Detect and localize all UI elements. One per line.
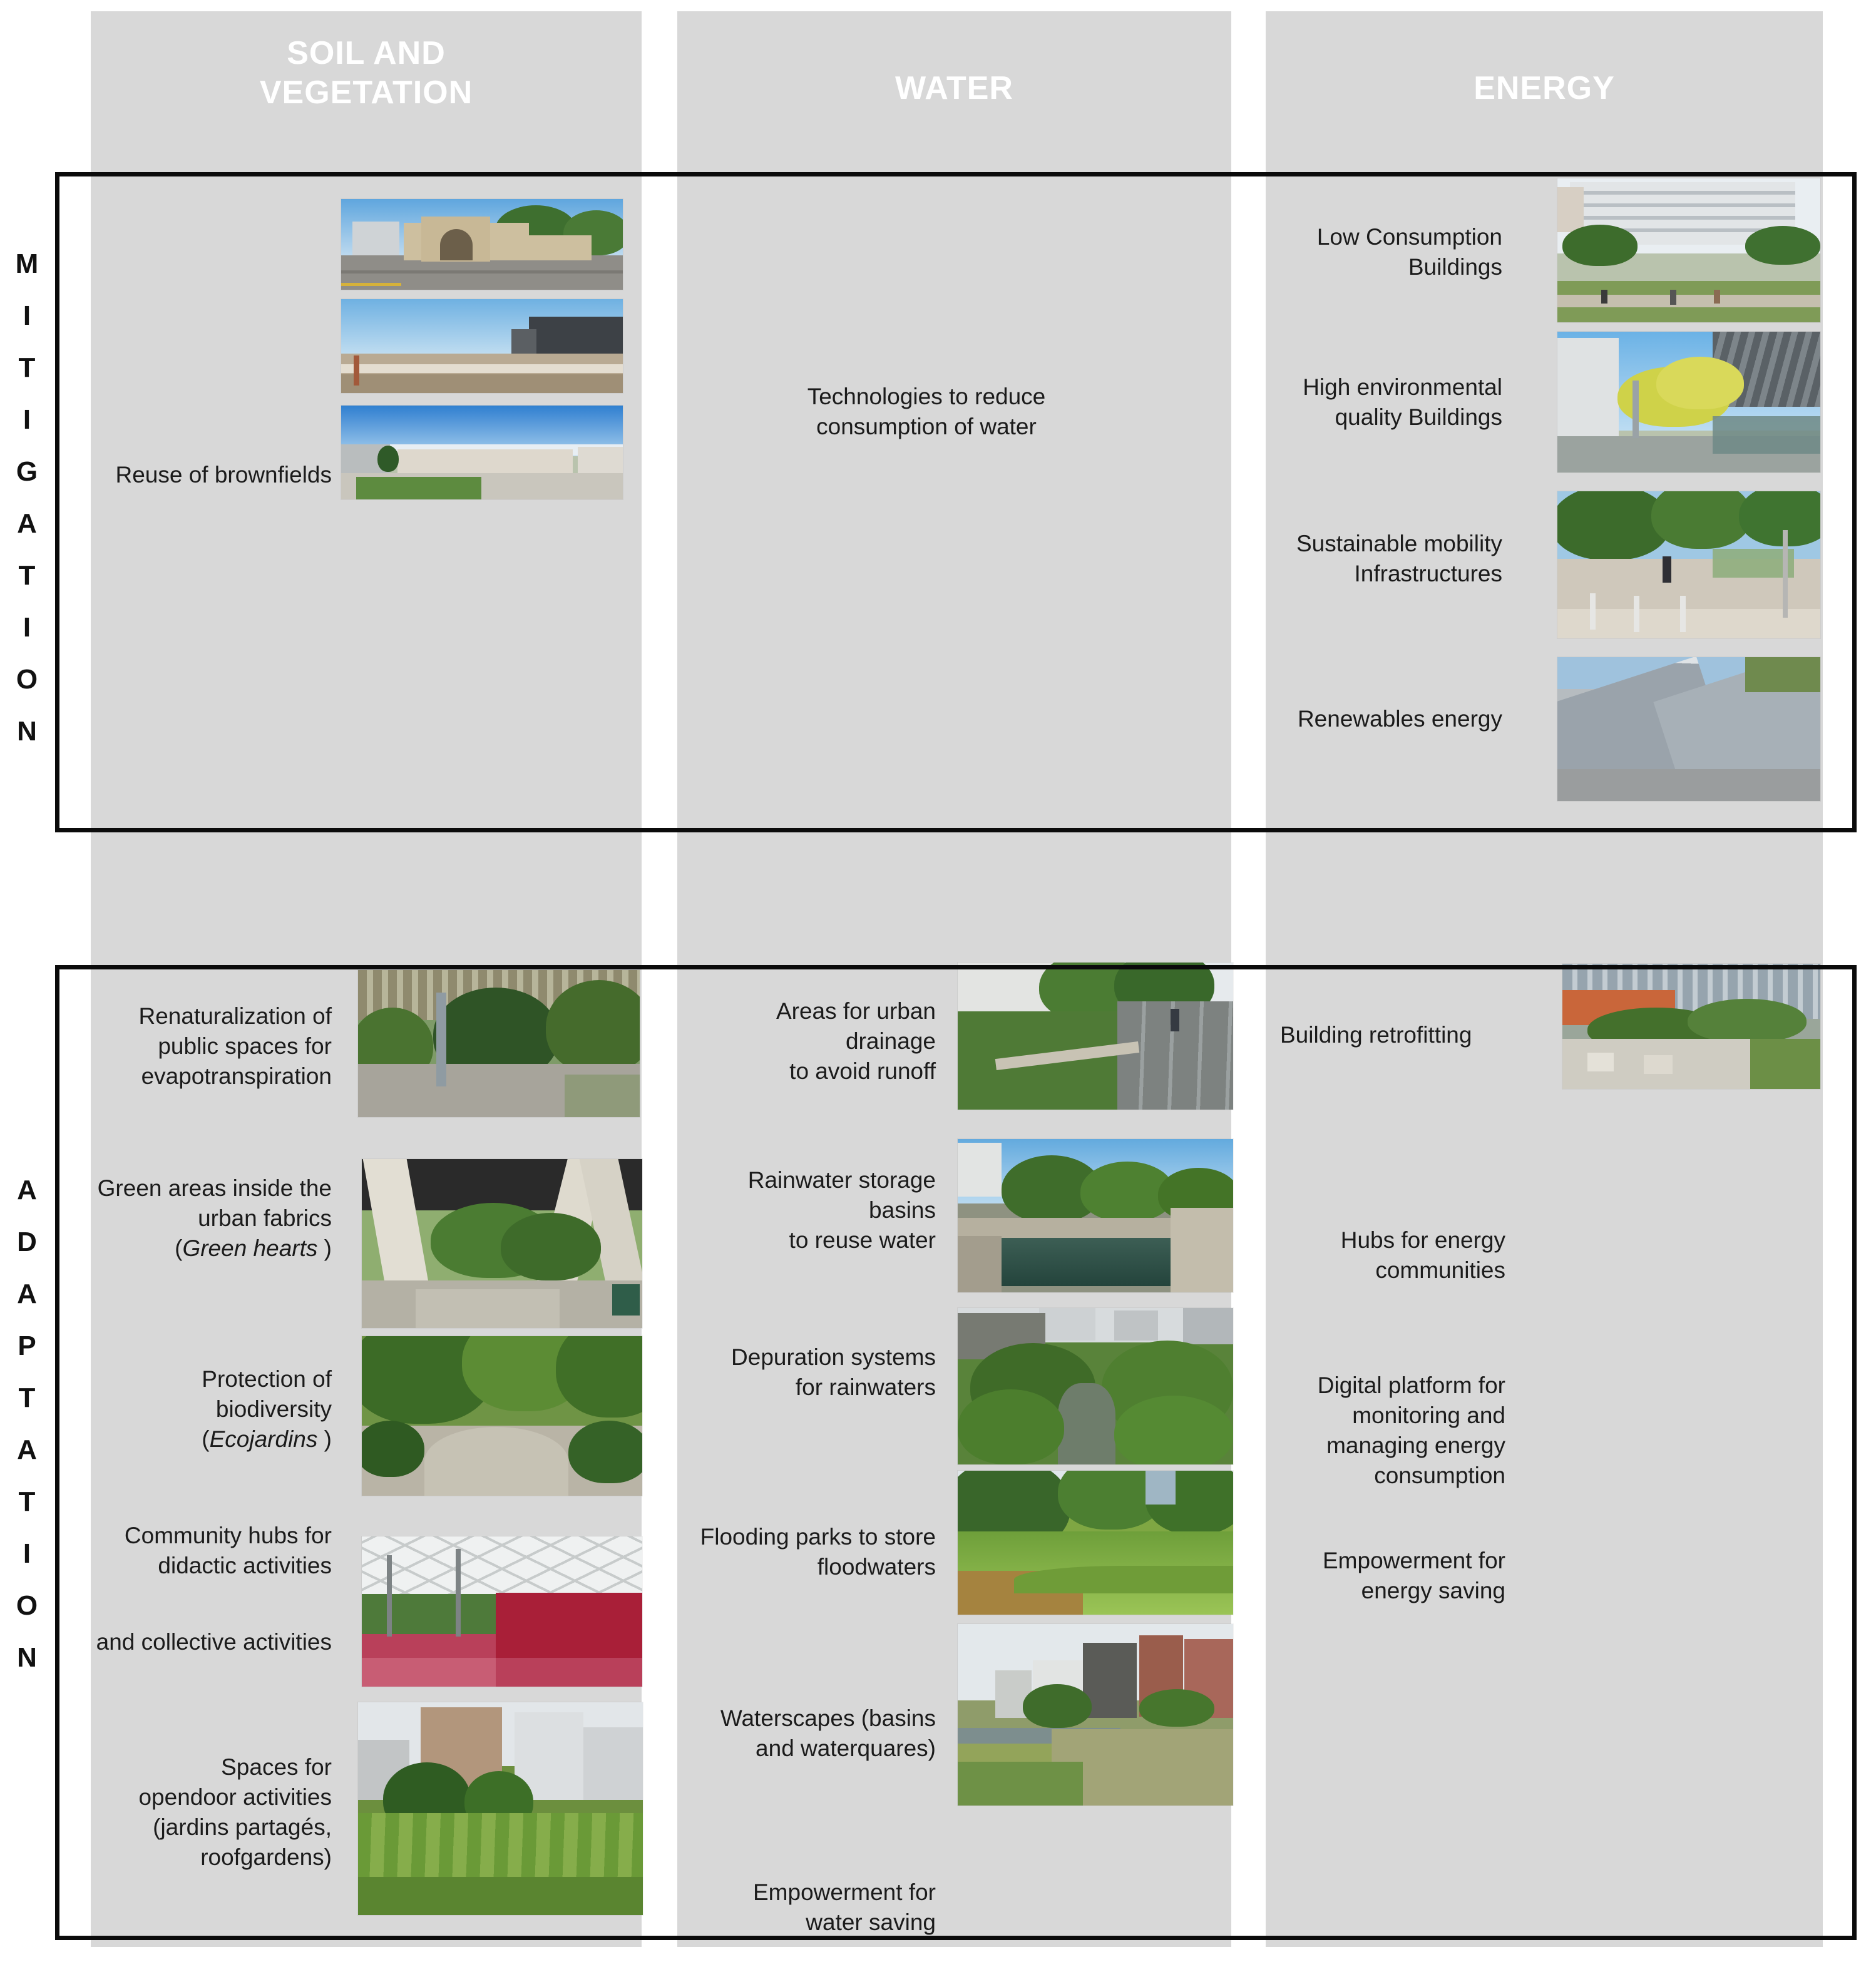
- column-header-energy-label: ENERGY: [1474, 70, 1615, 106]
- cell-item-line: Empowerment for: [1323, 1548, 1505, 1573]
- row-label-letter: I: [23, 404, 31, 435]
- row-label-letter: T: [18, 352, 36, 383]
- cell-item-line: Areas for urban: [776, 998, 936, 1024]
- cell-item-line: Spaces for: [221, 1754, 332, 1780]
- row-label-mitigation: [0, 250, 54, 770]
- cell-item-line: (jardins partagés,: [153, 1814, 332, 1841]
- spacer-strip-energy: [1266, 833, 1823, 958]
- column-header-water: [677, 11, 1231, 161]
- cell-item-line: quality Buildings: [1335, 404, 1502, 431]
- header-line-2: VEGETATION: [259, 74, 473, 111]
- row-label-letter: A: [17, 1279, 37, 1309]
- row-label-letter: T: [18, 1486, 36, 1517]
- row-outline-mitigation: [55, 172, 1857, 832]
- row-label-letter: T: [18, 1382, 36, 1413]
- row-outline-adaptation: [55, 965, 1857, 1940]
- cell-item-line: Hubs for energy: [1340, 1227, 1505, 1253]
- cell-item-label: Renewables energy: [1297, 706, 1502, 732]
- cell-item-line: consumption of water: [816, 414, 1037, 440]
- cell-item-label: Building retrofitting: [1280, 1022, 1472, 1048]
- cell-item-line: didactic activities: [158, 1553, 332, 1579]
- row-label-letter: I: [23, 1538, 31, 1569]
- row-label-letter: N: [17, 1642, 37, 1673]
- cell-item-line: urban fabrics: [198, 1205, 332, 1232]
- cell-item-line: energy saving: [1361, 1578, 1505, 1604]
- row-label-adaptation: [0, 1177, 54, 1696]
- cell-item-line: consumption: [1374, 1463, 1505, 1489]
- header-line-1: SOIL AND: [287, 35, 446, 71]
- cell-item-line: opendoor activities: [138, 1784, 332, 1811]
- cell-item-line: and waterquares): [756, 1735, 936, 1762]
- row-label-letter: P: [18, 1331, 36, 1361]
- cell-item-line: Depuration systems: [731, 1344, 936, 1370]
- cell-item-label: and collective activities: [96, 1629, 332, 1655]
- cell-item-line: monitoring and: [1352, 1403, 1505, 1429]
- cell-item-line: Digital platform for: [1317, 1372, 1505, 1398]
- cell-item-line: Infrastructures: [1354, 561, 1502, 587]
- cell-item-line: High environmental: [1303, 374, 1502, 400]
- row-label-letter: T: [18, 560, 36, 591]
- row-label-letter: O: [16, 664, 38, 695]
- cell-item-line: biodiversity: [215, 1396, 332, 1423]
- column-header-water-label: WATER: [895, 70, 1013, 106]
- row-label-letter: D: [17, 1227, 37, 1257]
- cell-item-line: to reuse water: [789, 1227, 936, 1254]
- row-label-letter: M: [15, 248, 39, 279]
- cell-item-line: Low Consumption: [1316, 224, 1502, 250]
- cell-item-line: for rainwaters: [795, 1374, 936, 1401]
- cell-item-line: Waterscapes (basins: [720, 1705, 936, 1731]
- row-label-letter: A: [17, 508, 37, 539]
- row-label-letter: I: [23, 612, 31, 643]
- cell-item-line-italic: (Ecojardins ): [202, 1426, 332, 1453]
- cell-item-line: managing energy: [1326, 1433, 1505, 1459]
- cell-item-line: Renaturalization of: [138, 1003, 332, 1029]
- cell-item-italic-term: Green hearts: [182, 1235, 318, 1262]
- cell-item-line: Buildings: [1408, 254, 1502, 280]
- spacer-strip-water: [677, 833, 1231, 958]
- cell-item-line: Empowerment for: [753, 1879, 936, 1905]
- cell-item-line: floodwaters: [817, 1554, 936, 1580]
- cell-item-line: Protection of: [202, 1366, 332, 1392]
- row-label-letter: A: [17, 1434, 37, 1465]
- spacer-strip-soil: [91, 833, 642, 958]
- cell-item-line: to avoid runoff: [789, 1058, 936, 1085]
- column-header-soil-vegetation: [91, 11, 642, 161]
- cell-item-line: communities: [1375, 1257, 1505, 1284]
- column-header-energy: [1266, 11, 1823, 161]
- cell-item-line: Community hubs for: [124, 1523, 332, 1548]
- column-header-soil-vegetation-label: [91, 34, 642, 113]
- row-label-letter: I: [23, 300, 31, 331]
- cell-item-line: evapotranspiration: [141, 1063, 332, 1090]
- cell-item-italic-term: Ecojardins: [209, 1426, 318, 1453]
- cell-item-line: drainage: [845, 1028, 936, 1055]
- cell-item-line: Flooding parks to store: [700, 1524, 936, 1550]
- row-label-letter: N: [17, 716, 37, 747]
- cell-item-line: Technologies to reduce: [807, 384, 1046, 409]
- cell-item-line: basins: [869, 1197, 936, 1224]
- cell-item-line: water saving: [806, 1909, 936, 1936]
- cell-item-line: Sustainable mobility: [1296, 531, 1502, 556]
- cell-item-line: roofgardens): [200, 1844, 332, 1871]
- row-label-letter: G: [16, 456, 38, 487]
- cell-item-line: Rainwater storage: [747, 1167, 936, 1193]
- cell-item-label: Reuse of brownfields: [115, 462, 332, 488]
- cell-item-line-italic: (Green hearts ): [175, 1235, 332, 1262]
- cell-item-line: Green areas inside the: [97, 1175, 332, 1201]
- row-label-letter: O: [16, 1590, 38, 1621]
- cell-item-line: public spaces for: [158, 1033, 332, 1060]
- row-label-letter: A: [17, 1175, 37, 1205]
